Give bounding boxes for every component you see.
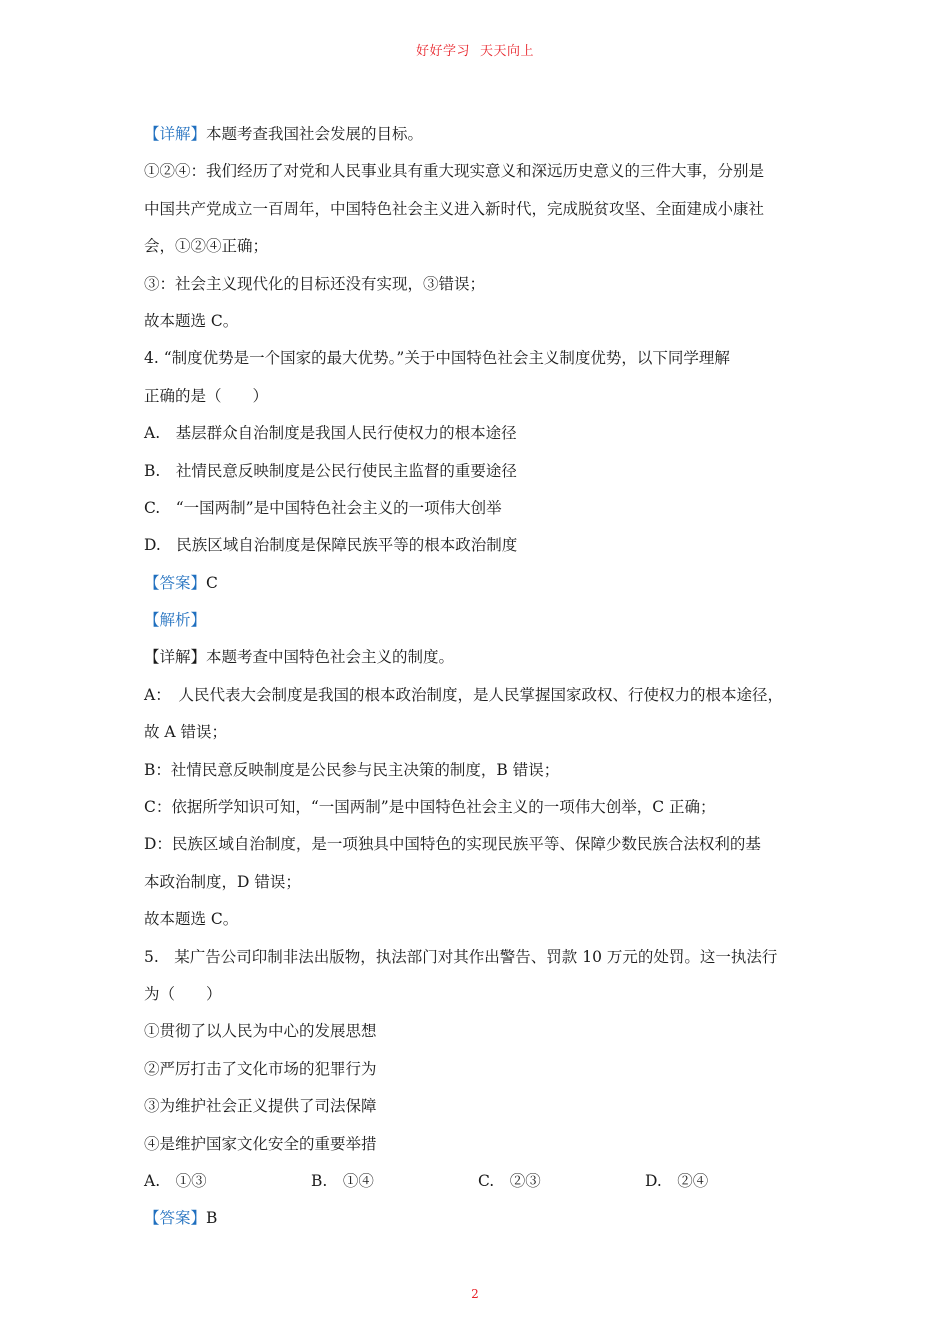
- statement-1: ①贯彻了以人民为中心的发展思想: [144, 1022, 377, 1041]
- text-line: 会，①②④正确；: [144, 237, 269, 256]
- answer-value: C: [206, 573, 218, 592]
- text-line: 中国共产党成立一百周年，中国特色社会主义进入新时代，完成脱贫攻坚、全面建成小康社: [144, 199, 765, 218]
- line-text: 本题考查中国特色社会主义的制度。: [206, 648, 455, 667]
- detail-tag: 【详解】: [144, 125, 207, 143]
- text-line: 故本题选 C。: [144, 910, 239, 929]
- header-right-text: 天天向上: [480, 44, 535, 59]
- options-row: [144, 1171, 812, 1191]
- question-5-stem-cont: 为（ ）: [144, 984, 222, 1003]
- question-5-stem: 5. 某广告公司印制非法出版物，执法部门对其作出警告、罚款 10 万元的处罚。这一执法行: [144, 947, 778, 966]
- detail-tag: 【详解】: [144, 648, 207, 667]
- analysis-line: [144, 610, 812, 630]
- option-b: B. 社情民意反映制度是公民行使民主监督的重要途径: [144, 461, 517, 480]
- statement-4: ④是维护国家文化安全的重要举措: [144, 1134, 377, 1153]
- text-line: A： 人民代表大会制度是我国的根本政治制度，是人民掌握国家政权、行使权力的根本途径，: [144, 685, 783, 704]
- text-line: 故 A 错误；: [144, 723, 228, 742]
- answer-line: [144, 1208, 812, 1228]
- text-line: ③：社会主义现代化的目标还没有实现，③错误；: [144, 274, 486, 293]
- text-line: D：民族区域自治制度，是一项独具中国特色的实现民族平等、保障少数民族合法权利的基: [144, 835, 761, 854]
- answer-line: [144, 573, 812, 593]
- option-d: D. ②④: [645, 1171, 709, 1190]
- answer-tag: 【答案】: [144, 1209, 207, 1228]
- answer-value: B: [206, 1209, 218, 1228]
- page-number: 2: [471, 1287, 479, 1301]
- option-a: A. ①③: [144, 1171, 207, 1190]
- document-body: [144, 124, 812, 1246]
- text-line: [144, 124, 812, 144]
- statement-2: ②严厉打击了文化市场的犯罪行为: [144, 1059, 377, 1078]
- option-a: A. 基层群众自治制度是我国人民行使权力的根本途径: [144, 424, 517, 443]
- text-line: 本政治制度，D 错误；: [144, 872, 301, 891]
- text-line: ①②④：我们经历了对党和人民事业具有重大现实意义和深远历史意义的三件大事，分别是: [144, 162, 765, 181]
- text-line: 故本题选 C。: [144, 311, 239, 330]
- text-line: B：社情民意反映制度是公民参与民主决策的制度，B 错误；: [144, 760, 560, 779]
- line-text: 本题考查我国社会发展的目标。: [206, 125, 424, 143]
- analysis-tag: 【解析】: [144, 611, 207, 630]
- option-c: C. “一国两制”是中国特色社会主义的一项伟大创举: [144, 498, 502, 517]
- answer-tag: 【答案】: [144, 573, 207, 592]
- page-header: [0, 40, 950, 59]
- text-line: C：依据所学知识可知，“一国两制”是中国特色社会主义的一项伟大创举，C 正确；: [144, 798, 716, 817]
- option-c: C. ②③: [478, 1171, 541, 1190]
- option-d: D. 民族区域自治制度是保障民族平等的根本政治制度: [144, 536, 518, 555]
- question-4-stem: 4. “制度优势是一个国家的最大优势。”关于中国特色社会主义制度优势，以下同学理解: [144, 349, 730, 368]
- option-b: B. ①④: [311, 1171, 374, 1190]
- statement-3: ③为维护社会正义提供了司法保障: [144, 1097, 377, 1116]
- header-left-text: 好好学习: [415, 44, 470, 59]
- question-4-stem-cont: 正确的是（ ）: [144, 386, 269, 405]
- text-line: [144, 647, 812, 667]
